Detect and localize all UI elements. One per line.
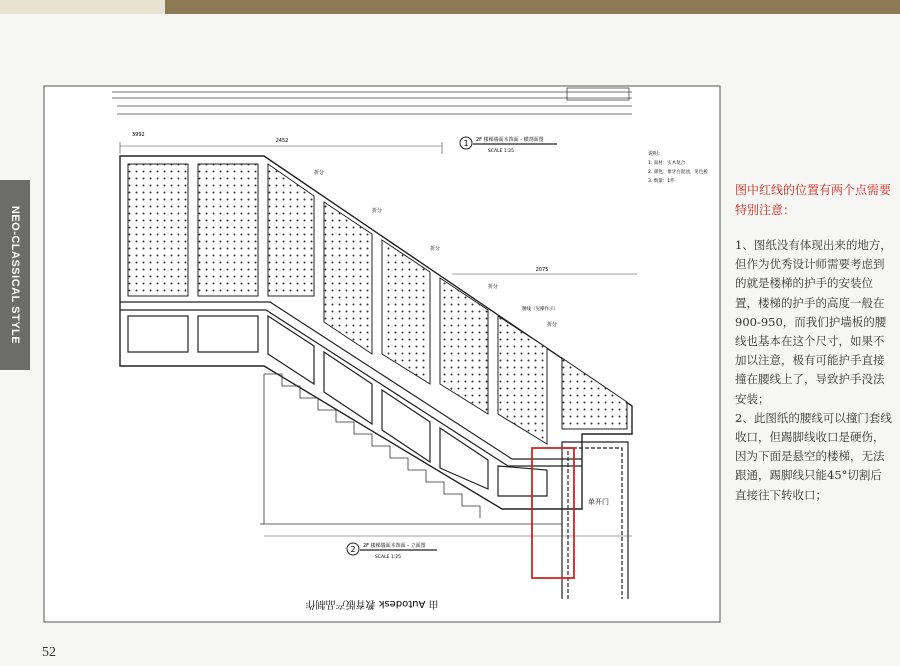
stair-elevation-drawing	[42, 84, 722, 624]
legend-item: 3. 数量：1件	[648, 179, 675, 184]
svg-text:1: 1	[463, 139, 469, 148]
svg-text:单开门: 单开门	[588, 498, 609, 506]
top-color-bar	[0, 0, 900, 14]
svg-text:腰线（见操作示）: 腰线（见操作示）	[522, 307, 558, 312]
svg-text:SCALE 1:25: SCALE 1:25	[375, 555, 401, 560]
note-paragraph-1: 1、图纸没有体现出来的地方，但作为优秀设计师需要考虑到的就是楼梯的护手的安装位置，楼梯的护手的高度一般在900-950，而我们护墙板的腰线也基本在这个尺寸，如果不加以注意，极有可能护手直接撞在腰线上了，导致护手没法安装；	[735, 238, 892, 406]
split-label: 折分	[314, 170, 325, 176]
split-label: 折分	[372, 208, 383, 214]
svg-text:3992: 3992	[132, 132, 145, 138]
svg-text:2075: 2075	[535, 267, 549, 273]
split-label: 折分	[430, 246, 441, 252]
split-label: 折分	[488, 284, 499, 290]
svg-text:2F 楼梯墙面木饰面 - 立面图: 2F 楼梯墙面木饰面 - 立面图	[363, 543, 426, 549]
svg-text:SCALE 1:25: SCALE 1:25	[488, 149, 514, 154]
side-tab-label: NEO-CLASSICAL STYLE	[9, 205, 21, 345]
side-tab	[0, 180, 30, 370]
notes-body	[735, 236, 893, 505]
svg-text:说明：: 说明：	[648, 151, 664, 157]
svg-text:2: 2	[350, 545, 356, 554]
autodesk-watermark: 由 Autodesk 教育版产品制作	[305, 598, 439, 609]
top-bar-light-segment	[0, 0, 165, 14]
legend-item: 1. 面材：实木复合	[648, 161, 686, 166]
svg-text:2452: 2452	[275, 138, 289, 144]
top-bar-olive-segment	[165, 0, 900, 14]
note-paragraph-2: 2、此图纸的腰线可以撞门套线收口，但踢脚线收口是硬伤，因为下面是悬空的楼梯，无法跟通，踢脚线只能45°切割后直接往下转收口；	[735, 410, 892, 502]
svg-text:2F 楼梯墙面木饰面 - 横剖面图: 2F 楼梯墙面木饰面 - 横剖面图	[476, 137, 544, 143]
notes-heading: 图中红线的位置有两个点需要特别注意：	[735, 183, 892, 217]
split-label: 折分	[547, 322, 558, 328]
legend-item: 2. 颜色：象牙白混油，见色板	[648, 170, 708, 175]
page-number: 52	[42, 645, 56, 660]
